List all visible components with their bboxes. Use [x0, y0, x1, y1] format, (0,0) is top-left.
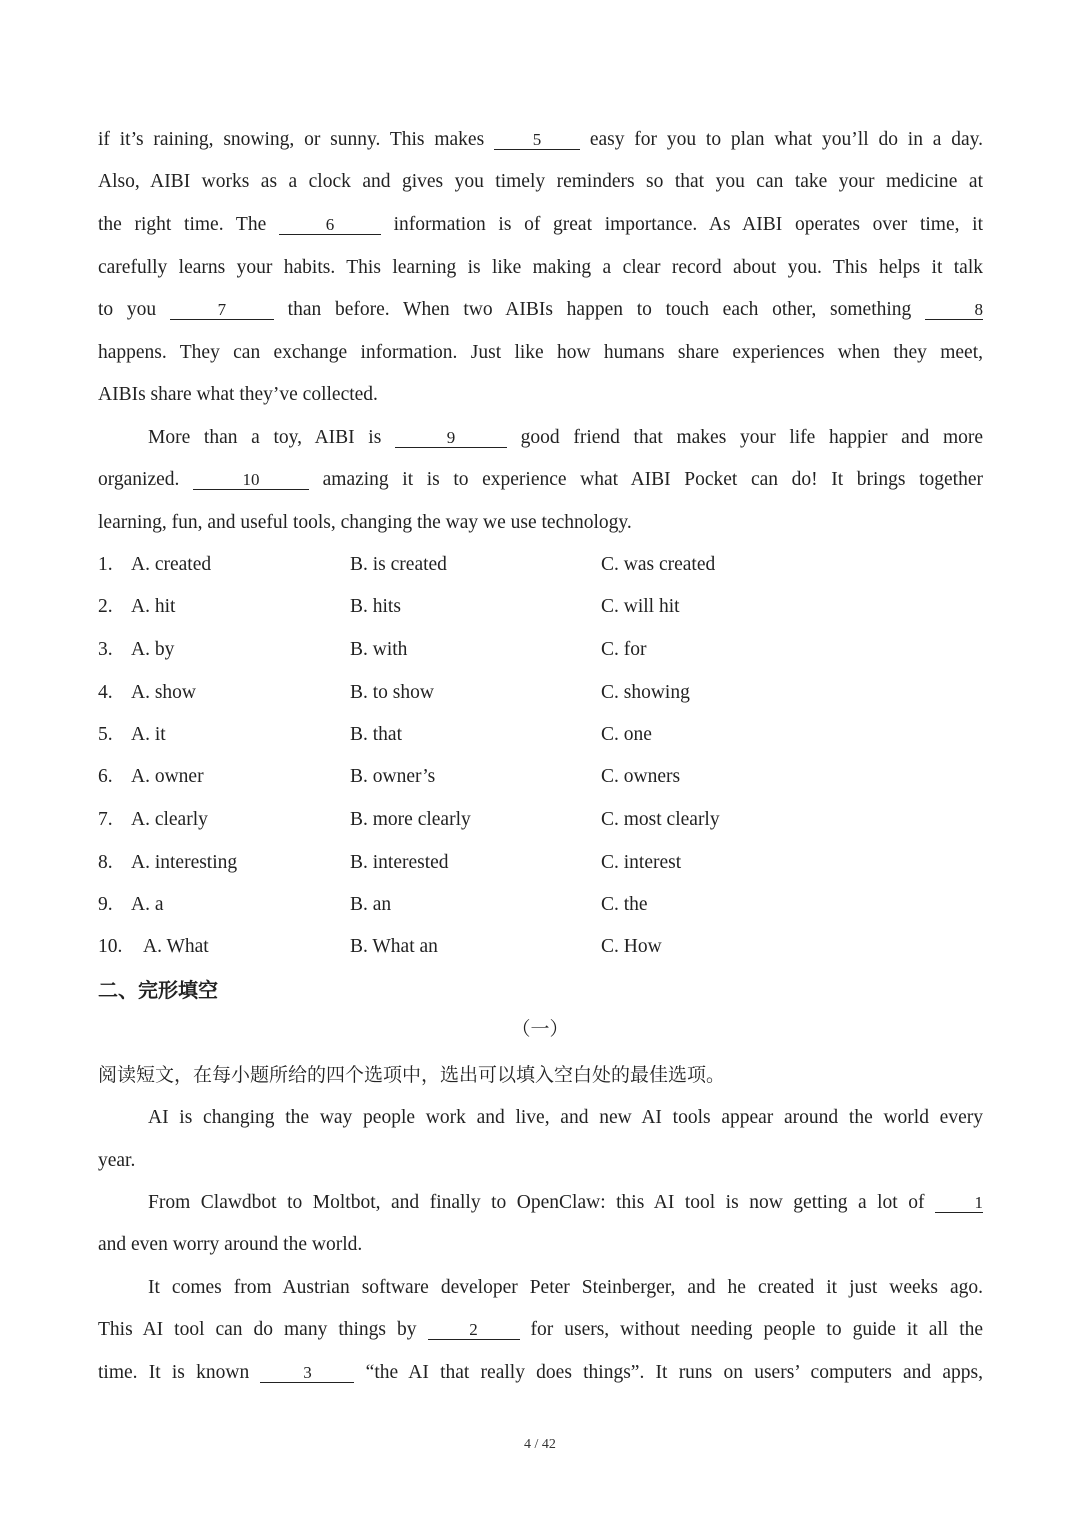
option-c: C. the [601, 894, 648, 915]
option-a: A. owner [131, 766, 204, 787]
answer-blank-6: 6 [279, 216, 381, 235]
passage-line: It comes from Austrian software developer Peter Steinberger, and he created it just weeks ago. [148, 1277, 983, 1298]
passage-line: Also, AIBI works as a clock and gives you timely reminders so that you can take your medicine at [98, 171, 983, 192]
option-b: B. to show [350, 682, 434, 703]
option-b: B. owner’s [350, 766, 436, 787]
option-a: A. clearly [131, 809, 208, 830]
question-number: 9. [98, 894, 113, 915]
text-span: easy for you to plan what you’ll do in a day. [589, 129, 984, 150]
question-number: 6. [98, 766, 113, 787]
option-row [98, 681, 983, 705]
instruction-text: 阅读短文，在每小题所给的四个选项中，选出可以填入空白处的最佳选项。 [98, 1064, 726, 1086]
option-c: C. showing [601, 682, 690, 703]
option-c: C. for [601, 639, 647, 660]
option-b: B. is created [350, 554, 447, 575]
option-c: C. will hit [601, 596, 680, 617]
option-a: A. show [131, 682, 197, 703]
section-subheading: （一） [511, 1019, 569, 1040]
passage-line [148, 1191, 983, 1215]
text-span: the right time. The [98, 214, 267, 235]
option-a: A. created [131, 554, 212, 575]
option-b: B. with [350, 639, 408, 660]
option-b: B. more clearly [350, 809, 471, 830]
option-row [98, 935, 983, 959]
question-number: 2. [98, 596, 113, 617]
option-a: A. it [131, 724, 166, 745]
passage-line [98, 298, 983, 322]
text-span: This AI tool can do many things by [98, 1319, 417, 1340]
text-span: to you [98, 299, 157, 320]
passage-line [98, 468, 983, 492]
question-number: 7. [98, 809, 113, 830]
passage-line [98, 213, 983, 237]
text-span: good friend that makes your life happier and more [520, 427, 984, 448]
option-a: A. interesting [131, 852, 238, 873]
answer-blank-2: 2 [428, 1321, 520, 1340]
passage-line [98, 128, 983, 152]
passage-line: year. [98, 1150, 136, 1171]
passage-line: learning, fun, and useful tools, changing the way we use technology. [98, 512, 632, 533]
option-c: C. interest [601, 852, 682, 873]
option-a: A. by [131, 639, 175, 660]
option-b: B. an [350, 894, 392, 915]
answer-blank-9: 9 [395, 429, 507, 448]
question-number: 8. [98, 852, 113, 873]
answer-blank-1: 1 [935, 1194, 983, 1213]
option-row [98, 851, 983, 875]
option-b: B. hits [350, 596, 401, 617]
option-a: A. a [131, 894, 164, 915]
passage-line: AI is changing the way people work and live, and new AI tools appear around the world every [148, 1107, 983, 1128]
option-c: C. was created [601, 554, 716, 575]
option-c: C. How [601, 936, 662, 957]
option-c: C. owners [601, 766, 681, 787]
text-span: From Clawdbot to Moltbot, and finally to OpenClaw: this AI tool is now getting a lot of [148, 1192, 925, 1213]
option-c: C. one [601, 724, 652, 745]
text-span: organized. [98, 469, 180, 490]
option-b: B. interested [350, 852, 449, 873]
option-row [98, 595, 983, 619]
text-span: information is of great importance. As AIBI operates over time, it [393, 214, 984, 235]
option-row [98, 893, 983, 917]
option-row [98, 765, 983, 789]
passage-line: carefully learns your habits. This learning is like making a clear record about you. This helps it talk [98, 257, 983, 278]
passage-line: AIBIs share what they’ve collected. [98, 384, 378, 405]
answer-blank-5: 5 [494, 131, 580, 150]
text-span: than before. When two AIBIs happen to touch each other, something [287, 299, 912, 320]
option-row [98, 723, 983, 747]
option-b: B. What an [350, 936, 438, 957]
passage-line: and even worry around the world. [98, 1234, 363, 1255]
option-row [98, 808, 983, 832]
text-span: amazing it is to experience what AIBI Pocket can do! It brings together [322, 469, 983, 490]
passage-line: happens. They can exchange information. Just like how humans share experiences when they meet, [98, 342, 983, 363]
section-heading: 二、完形填空 [98, 978, 218, 1002]
question-number: 3. [98, 639, 113, 660]
option-c: C. most clearly [601, 809, 720, 830]
text-span: if it’s raining, snowing, or sunny. This makes [98, 129, 485, 150]
option-row [98, 553, 983, 577]
text-span: time. It is known [98, 1362, 250, 1383]
question-number: 5. [98, 724, 113, 745]
passage-line [98, 1361, 983, 1385]
passage-line [148, 426, 983, 450]
page-number: 4 / 42 [524, 1437, 556, 1452]
question-number: 1. [98, 554, 113, 575]
text-span: More than a toy, AIBI is [148, 427, 382, 448]
option-a: A. What [143, 936, 209, 957]
question-number: 10. [98, 936, 123, 957]
answer-blank-10: 10 [193, 471, 309, 490]
answer-blank-3: 3 [260, 1364, 354, 1383]
option-row [98, 638, 983, 662]
passage-line [98, 1318, 983, 1342]
answer-blank-8: 8 [925, 301, 983, 320]
option-a: A. hit [131, 596, 176, 617]
text-span: “the AI that really does things”. It runs on users’ computers and apps, [365, 1362, 984, 1383]
option-b: B. that [350, 724, 402, 745]
question-number: 4. [98, 682, 113, 703]
answer-blank-7: 7 [170, 301, 274, 320]
text-span: for users, without needing people to guide it all the [530, 1319, 984, 1340]
